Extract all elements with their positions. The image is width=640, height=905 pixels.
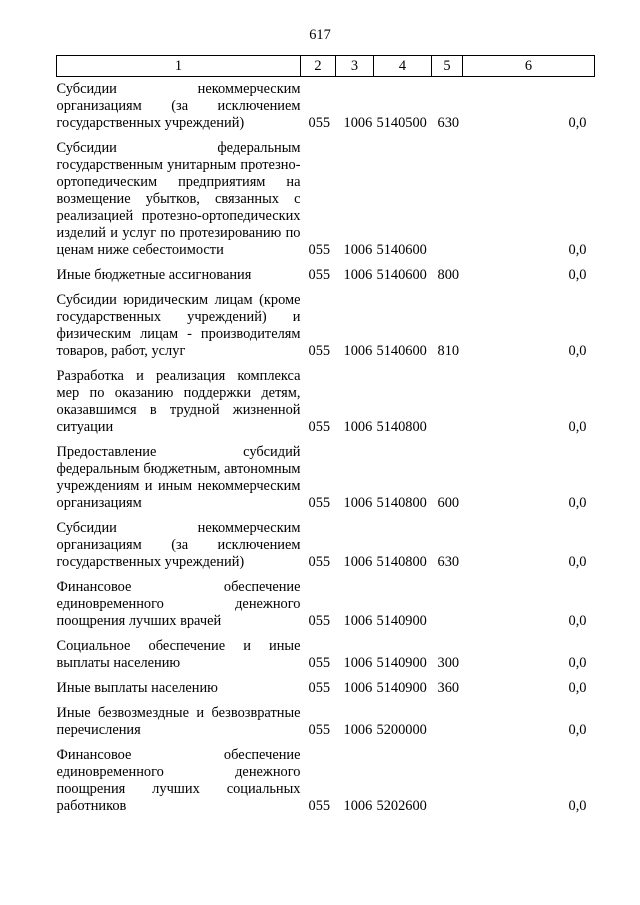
table-row xyxy=(57,259,595,284)
row-section-code: 1006 xyxy=(343,798,373,814)
row-expense-kind: 630 xyxy=(437,554,460,570)
row-expense-kind: 600 xyxy=(437,495,460,511)
row-expense-kind xyxy=(432,697,463,739)
row-expense-kind xyxy=(432,132,463,259)
header-col-3: 3 xyxy=(336,56,374,77)
row-expense-kind: 810 xyxy=(437,343,460,359)
table-row xyxy=(57,571,595,630)
row-amount: 0,0 xyxy=(568,554,587,570)
row-section-code: 1006 xyxy=(343,419,373,435)
row-admin-code: 055 xyxy=(308,613,331,629)
table-row xyxy=(57,77,595,133)
page-number: 617 xyxy=(309,27,331,43)
row-name: Предоставление субсидий федеральным бюджетным, автономным учреждениям и иным некоммерческим организациям xyxy=(56,444,301,511)
row-expense-kind: 800 xyxy=(437,267,460,283)
row-expense-kind: 300 xyxy=(437,655,460,671)
row-article-code: 5140900 xyxy=(376,680,427,696)
row-admin-code: 055 xyxy=(308,722,331,738)
row-name: Субсидии некоммерческим организациям (за исключением государственных учреждений) xyxy=(56,520,301,570)
row-article-code: 5140900 xyxy=(376,613,427,629)
row-admin-code: 055 xyxy=(308,655,331,671)
table-row xyxy=(57,512,595,571)
table-row xyxy=(57,360,595,436)
table-header xyxy=(57,56,595,77)
row-amount: 0,0 xyxy=(568,613,587,629)
row-article-code: 5140800 xyxy=(376,554,427,570)
row-name: Субсидии юридическим лицам (кроме государственных учреждений) и физическим лицам - производителям товаров, работ, услуг xyxy=(56,292,301,359)
row-section-code: 1006 xyxy=(343,722,373,738)
row-name: Иные бюджетные ассигнования xyxy=(56,267,252,283)
row-section-code: 1006 xyxy=(343,554,373,570)
row-amount: 0,0 xyxy=(568,655,587,671)
row-article-code: 5140800 xyxy=(376,419,427,435)
row-article-code: 5140800 xyxy=(376,495,427,511)
row-admin-code: 055 xyxy=(308,495,331,511)
row-section-code: 1006 xyxy=(343,680,373,696)
row-amount: 0,0 xyxy=(568,267,587,283)
header-col-2: 2 xyxy=(301,56,336,77)
row-admin-code: 055 xyxy=(308,242,331,258)
row-amount: 0,0 xyxy=(568,419,587,435)
row-amount: 0,0 xyxy=(568,722,587,738)
table-body xyxy=(57,77,595,816)
row-article-code: 5140500 xyxy=(376,115,427,131)
budget-table xyxy=(56,55,595,815)
row-article-code: 5140600 xyxy=(376,267,427,283)
row-article-code: 5202600 xyxy=(376,798,427,814)
row-section-code: 1006 xyxy=(343,655,373,671)
row-admin-code: 055 xyxy=(308,115,331,131)
table-row xyxy=(57,630,595,672)
header-col-5: 5 xyxy=(432,56,463,77)
row-section-code: 1006 xyxy=(343,343,373,359)
row-name: Социальное обеспечение и иные выплаты населению xyxy=(56,638,301,671)
header-col-1: 1 xyxy=(57,56,301,77)
row-expense-kind xyxy=(432,360,463,436)
row-article-code: 5200000 xyxy=(376,722,427,738)
row-amount: 0,0 xyxy=(568,343,587,359)
row-name: Финансовое обеспечение единовременного денежного поощрения лучших врачей xyxy=(56,579,301,629)
row-admin-code: 055 xyxy=(308,680,331,696)
header-col-4: 4 xyxy=(374,56,432,77)
table-row xyxy=(57,739,595,815)
row-expense-kind xyxy=(432,571,463,630)
row-name: Субсидии федеральным государственным унитарным протезно-ортопедическим предприятиям на возмещение убытков, связанных с реализацией протезно-ортопедических изделий и услуг по протезированию по ценам ниже себестоимости xyxy=(56,140,301,258)
table-row xyxy=(57,132,595,259)
row-expense-kind: 630 xyxy=(437,115,460,131)
row-amount: 0,0 xyxy=(568,798,587,814)
row-amount: 0,0 xyxy=(568,495,587,511)
row-amount: 0,0 xyxy=(568,242,587,258)
row-name: Иные выплаты населению xyxy=(56,680,218,696)
row-admin-code: 055 xyxy=(308,267,331,283)
row-section-code: 1006 xyxy=(343,115,373,131)
row-article-code: 5140900 xyxy=(376,655,427,671)
row-name: Финансовое обеспечение единовременного денежного поощрения лучших социальных работников xyxy=(56,747,301,814)
table-row xyxy=(57,284,595,360)
row-section-code: 1006 xyxy=(343,613,373,629)
row-admin-code: 055 xyxy=(308,798,331,814)
row-expense-kind: 360 xyxy=(437,680,460,696)
row-article-code: 5140600 xyxy=(376,242,427,258)
row-section-code: 1006 xyxy=(343,495,373,511)
row-article-code: 5140600 xyxy=(376,343,427,359)
row-name: Разработка и реализация комплекса мер по оказанию поддержки детям, оказавшимся в трудной жизненной ситуации xyxy=(56,368,301,435)
row-amount: 0,0 xyxy=(568,115,587,131)
row-amount: 0,0 xyxy=(568,680,587,696)
table-row xyxy=(57,697,595,739)
row-name: Субсидии некоммерческим организациям (за исключением государственных учреждений) xyxy=(56,81,301,131)
row-expense-kind xyxy=(432,739,463,815)
row-name: Иные безвозмездные и безвозвратные перечисления xyxy=(56,705,301,738)
row-section-code: 1006 xyxy=(343,242,373,258)
table-row xyxy=(57,436,595,512)
header-col-6: 6 xyxy=(463,56,595,77)
row-section-code: 1006 xyxy=(343,267,373,283)
row-admin-code: 055 xyxy=(308,419,331,435)
row-admin-code: 055 xyxy=(308,554,331,570)
table-row xyxy=(57,672,595,697)
row-admin-code: 055 xyxy=(308,343,331,359)
